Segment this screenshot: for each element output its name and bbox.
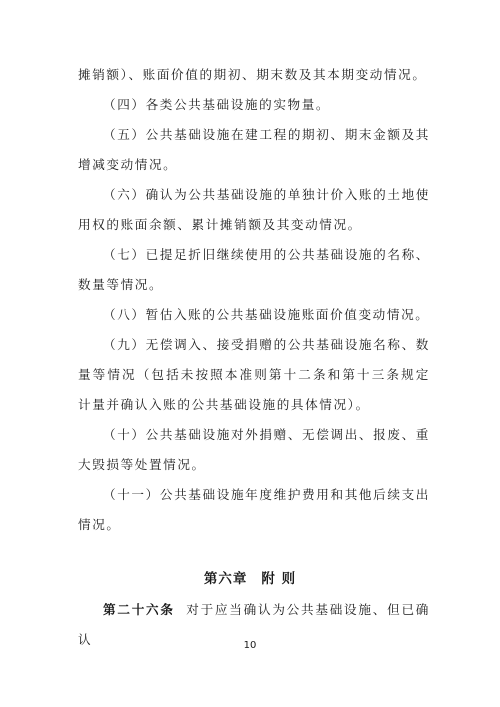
- chapter-number: 第六章: [203, 571, 248, 587]
- paragraph-item-8: （八）暂估入账的公共基础设施账面价值变动情况。: [103, 307, 430, 322]
- article-label: 第二十六条: [103, 602, 175, 617]
- paragraph-item-11: （十一）公共基础设施年度维护费用和其他后续支出情况。: [78, 487, 430, 532]
- paragraph-continuation: 摊销额）、账面价值的期初、期末数及其本期变动情况。: [78, 67, 427, 82]
- paragraph-item-5: （五）公共基础设施在建工程的期初、期末金额及其增减变动情况。: [78, 127, 430, 172]
- chapter-title: 附 则: [261, 571, 297, 587]
- paragraph-item-10: （十）公共基础设施对外捐赠、无偿调出、报废、重大毁损等处置情况。: [78, 427, 430, 472]
- paragraph-item-4: （四）各类公共基础设施的实物量。: [103, 97, 331, 112]
- chapter-heading: [0, 567, 500, 587]
- paragraph-item-7: （七）已提足折旧继续使用的公共基础设施的名称、数量等情况。: [78, 247, 430, 292]
- article-text: 对于应当确认为公共基础设施、但已确认: [78, 602, 430, 647]
- paragraph-item-6: （六）确认为公共基础设施的单独计价入账的土地使用权的账面余额、累计摊销额及其变动情况。: [78, 187, 430, 232]
- page-number: 10: [243, 640, 257, 651]
- paragraph-item-9: （九）无偿调入、接受捐赠的公共基础设施名称、数量等情况（包括未按照本准则第十二条和第十三条规定计量并确认入账的公共基础设施的具体情况）。: [78, 337, 430, 412]
